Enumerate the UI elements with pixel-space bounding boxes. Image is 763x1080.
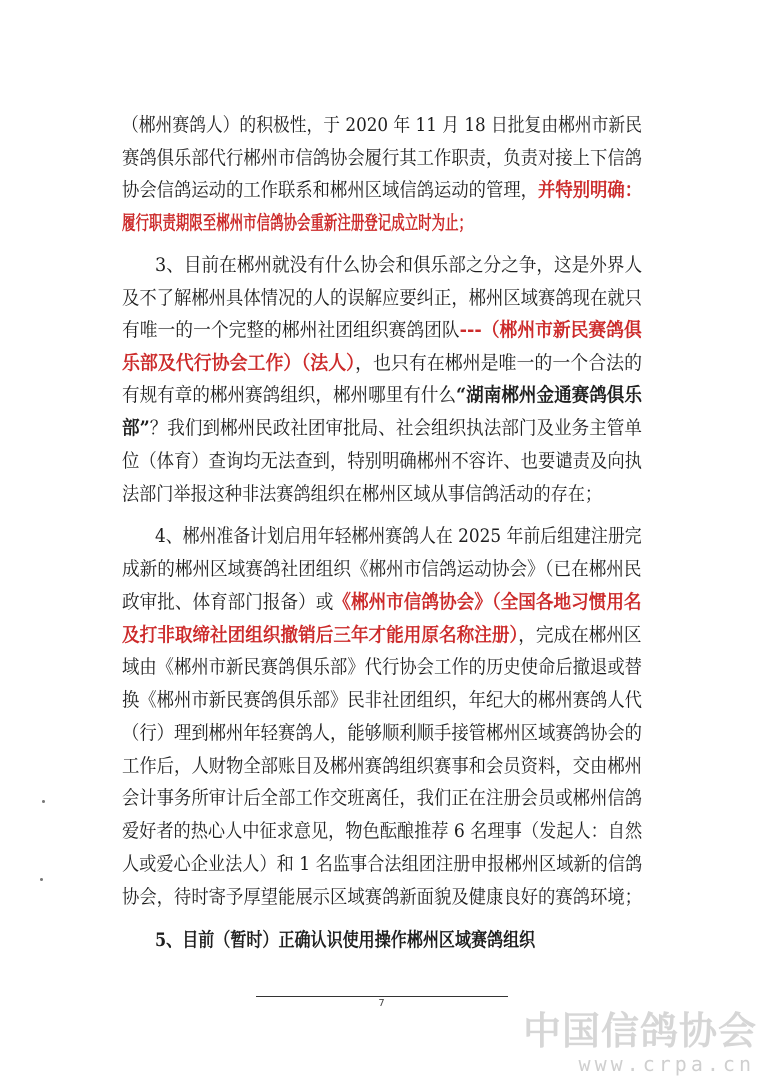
page-number: 7 — [378, 998, 385, 1009]
body-text-run: 协会信鸽运动的工作联系和郴州区域信鸽运动的管理， — [122, 179, 539, 201]
text-line — [122, 178, 642, 202]
body-text-run: 有规有章的郴州赛鸽组织，郴州哪里有什么 — [122, 384, 457, 406]
text-line — [122, 286, 642, 310]
text-line — [122, 557, 642, 581]
body-text-run: 4、郴州准备计划启用年轻郴州赛鸽人在 2025 年前后组建注册完 — [155, 525, 642, 547]
text-line — [155, 928, 535, 952]
text-line — [122, 786, 642, 810]
text-line — [155, 253, 642, 277]
body-text-run: 协会，待时寄予厚望能展示区域赛鸽新面貌及健康良好的赛鸽环境； — [122, 886, 643, 908]
footer-rule — [256, 996, 508, 997]
body-text-run: 换《郴州市新民赛鸽俱乐部》民非社团组织，年纪大的郴州赛鸽人代 — [122, 689, 643, 711]
body-text-run: 会计事务所审计后全部工作交班离任，我们正在注册会员或郴州信鸽 — [122, 787, 643, 809]
body-text-run: 政审批、体育部门报备）或 — [122, 591, 334, 613]
text-line — [122, 852, 642, 876]
body-text-run: 3、目前在郴州就没有什么协会和俱乐部之分之争，这是外界人 — [155, 254, 643, 276]
body-text-run: （行）理到郴州年轻赛鸽人，能够顺利顺手接管郴州区域赛鸽协会的 — [122, 722, 643, 744]
bold-text: 部” — [122, 417, 150, 439]
body-text-run: 工作后，人财物全部账目及郴州赛鸽组织赛事和会员资料，交由郴州 — [122, 755, 643, 777]
highlight-text: 乐部及代行协会工作）（法人） — [122, 352, 356, 374]
body-text-run: 有唯一的一个完整的郴州社团组织赛鸽团队 — [122, 319, 460, 341]
text-line — [122, 655, 642, 679]
text-line — [122, 211, 472, 235]
text-line — [122, 721, 642, 745]
body-text-run: 位（体育）查询均无法查到，特别明确郴州不容许、也要谴责及向执 — [122, 450, 643, 472]
text-line — [122, 819, 642, 843]
highlight-text: 履行职责期限至郴州市信鸽协会重新注册登记成立时为止； — [122, 212, 473, 234]
text-line — [122, 623, 642, 647]
text-line — [122, 113, 642, 137]
text-line — [122, 318, 642, 342]
body-text-run: ，完成在郴州区 — [518, 624, 642, 646]
highlight-text: 并特别明确： — [538, 179, 643, 201]
highlight-text: 及打非取缔社团组织撤销后三年才能用原名称注册） — [122, 624, 519, 646]
watermark-name: 中国信鸽协会 — [522, 1009, 757, 1053]
scan-speck — [42, 800, 45, 803]
body-text-run: （郴州赛鸽人）的积极性，于 2020 年 11 月 18 日批复由郴州市新民 — [122, 114, 642, 136]
body-text-run: 域由《郴州市新民赛鸽俱乐部》代行协会工作的历史使命后撤退或替 — [122, 656, 643, 678]
text-line — [122, 383, 642, 407]
text-line — [155, 524, 642, 548]
body-text-run: 爱好者的热心人中征求意见，物色酝酿推荐 6 名理事（发起人：自然 — [122, 820, 643, 842]
text-line — [122, 885, 642, 909]
body-text-run: 法部门举报这种非法赛鸽组织在郴州区域从事信鸽活动的存在； — [122, 483, 603, 505]
text-line — [122, 416, 642, 440]
highlight-text: 《郴州市信鸽协会》（全国各地习惯用名 — [333, 591, 642, 613]
text-line — [122, 590, 642, 614]
body-text-run: ，也只有在郴州是唯一的一个合法的 — [355, 352, 643, 374]
text-line — [122, 688, 642, 712]
highlight-text: ---（郴州市新民赛鸽俱 — [459, 319, 642, 341]
body-text-run: 成新的郴州区域赛鸽社团组织《郴州市信鸽运动协会》（已在郴州民 — [122, 558, 642, 580]
body-text-run: 赛鸽俱乐部代行郴州市信鸽协会履行其工作职责，负责对接上下信鸽 — [122, 147, 643, 169]
body-text-run: 及不了解郴州具体情况的人的误解应要纠正，郴州区域赛鸽现在就只 — [122, 287, 643, 309]
watermark-url: www.crpa.cn — [578, 1052, 755, 1076]
text-line — [122, 146, 642, 170]
body-text-run: ？我们到郴州民政社团审批局、社会组织执法部门及业务主管单 — [149, 417, 642, 439]
text-line — [122, 482, 602, 506]
bold-text: “湖南郴州金通赛鸽俱乐 — [456, 384, 642, 406]
text-line — [122, 351, 642, 375]
bold-text: 5、目前（暂时）正确认识使用操作郴州区域赛鸽组织 — [155, 929, 536, 951]
text-line — [122, 449, 642, 473]
text-line — [122, 754, 642, 778]
body-text-run: 人或爱心企业法人）和 1 名监事合法组团注册申报郴州区域新的信鸽 — [122, 853, 643, 875]
scan-speck — [40, 878, 43, 881]
